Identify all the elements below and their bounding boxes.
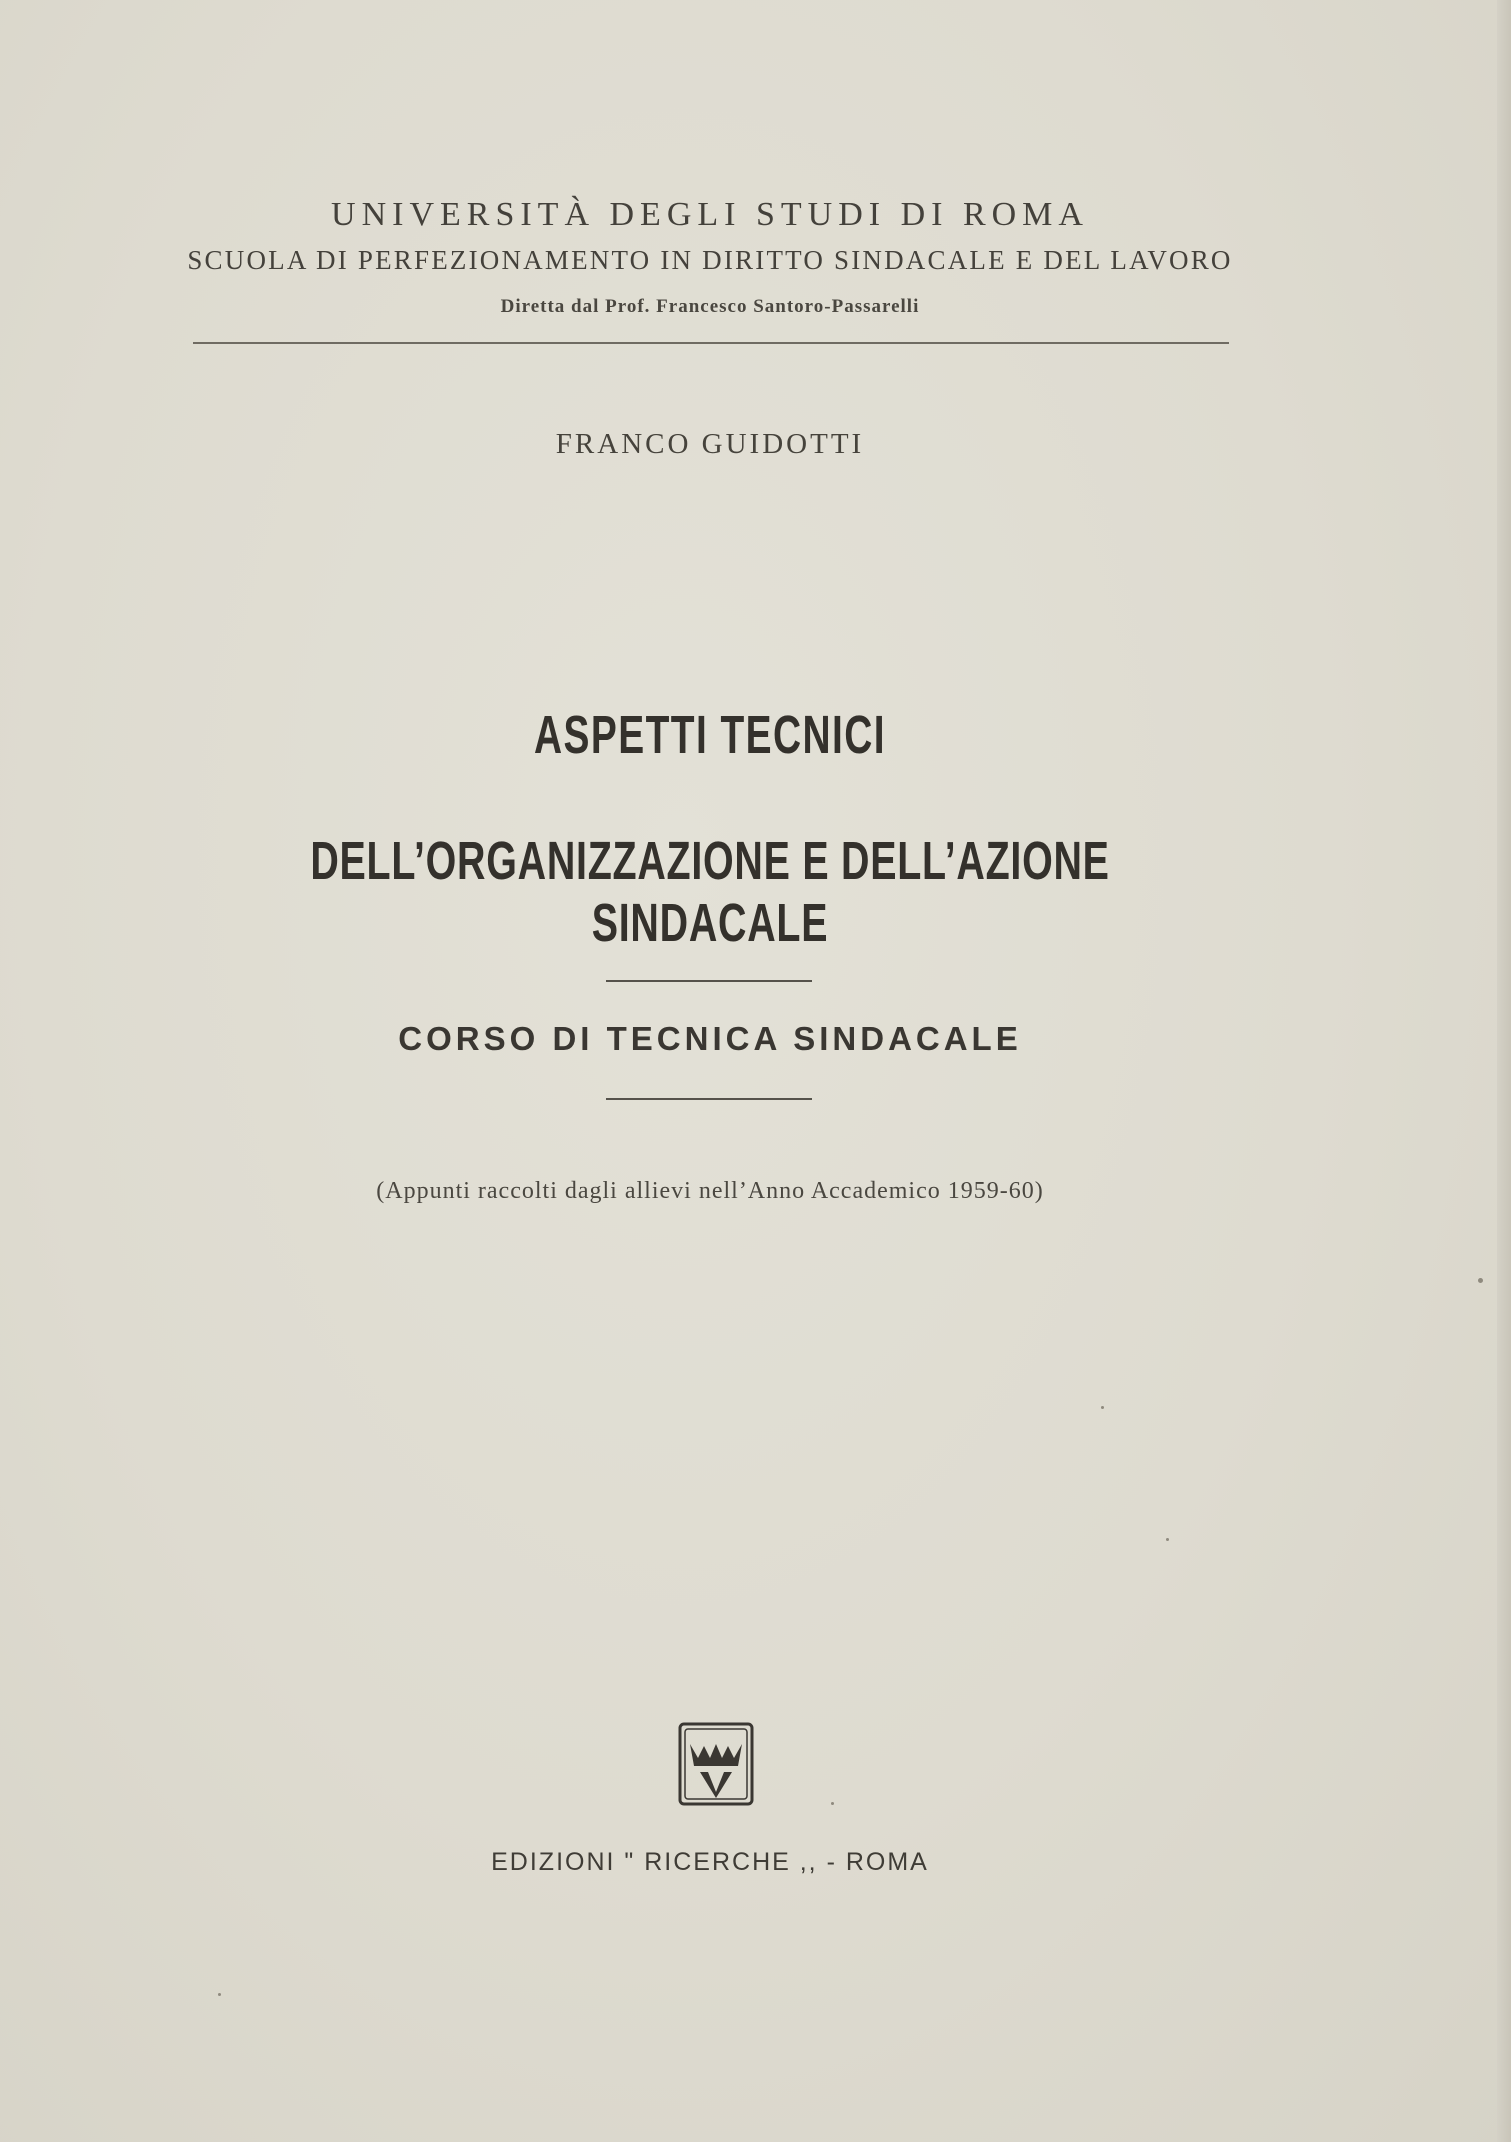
publisher-imprint: EDIZIONI " RICERCHE ,, - ROMA bbox=[491, 1848, 929, 1876]
paper-speck bbox=[831, 1802, 834, 1805]
title-line-2: DELL’ORGANIZZAZIONE E DELL’AZIONE SINDACALE bbox=[310, 831, 1110, 953]
author-name: FRANCO GUIDOTTI bbox=[555, 428, 865, 460]
paper-speck bbox=[1101, 1406, 1104, 1409]
course-title: CORSO DI TECNICA SINDACALE bbox=[398, 1020, 1022, 1057]
university-name: UNIVERSITÀ DEGLI STUDI DI ROMA bbox=[331, 196, 1089, 233]
director-line: Diretta dal Prof. Francesco Santoro-Passarelli bbox=[500, 296, 920, 317]
paper-speck bbox=[1166, 1538, 1169, 1541]
page-edge bbox=[1497, 0, 1511, 2142]
course-divider-bottom bbox=[606, 1098, 812, 1100]
paper-speck bbox=[218, 1993, 221, 1996]
header-divider bbox=[193, 342, 1229, 344]
school-name: SCUOLA DI PERFEZIONAMENTO IN DIRITTO SINDACALE E DEL LAVORO bbox=[187, 245, 1233, 275]
paper-speck bbox=[1478, 1278, 1483, 1283]
academic-year-note: (Appunti raccolti dagli allievi nell’Anno Accademico 1959-60) bbox=[376, 1178, 1044, 1204]
title-line-1: ASPETTI TECNICI bbox=[533, 705, 887, 765]
crowned-shield-emblem-icon bbox=[678, 1722, 754, 1806]
course-divider-top bbox=[606, 980, 812, 982]
